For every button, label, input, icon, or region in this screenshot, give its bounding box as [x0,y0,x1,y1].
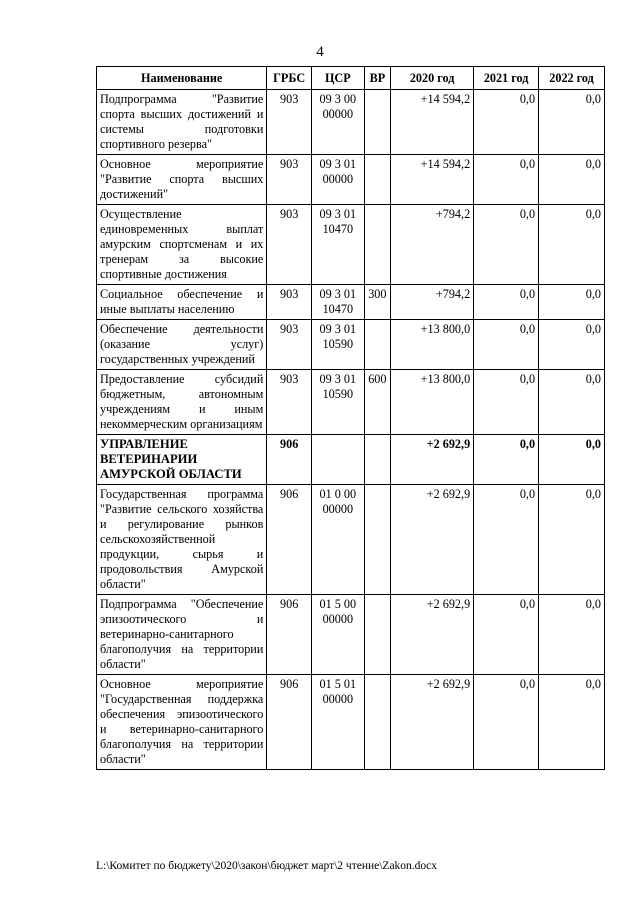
table-body [97,90,605,770]
cell-2020: +2 692,9 [391,595,474,675]
cell-2022: 0,0 [539,435,605,485]
cell-csr: 09 3 01 10590 [311,370,364,435]
cell-name: Социальное обеспечение и иные выплаты населению [97,285,267,320]
page-number: 4 [316,44,324,60]
cell-2020: +2 692,9 [391,435,474,485]
cell-2021: 0,0 [474,155,539,205]
cell-2021: 0,0 [474,205,539,285]
cell-csr: 09 3 01 00000 [311,155,364,205]
cell-2022: 0,0 [539,595,605,675]
cell-vr [364,155,390,205]
cell-2021: 0,0 [474,285,539,320]
cell-2020: +14 594,2 [391,155,474,205]
table-row [97,675,605,770]
cell-name: Предоставление субсидий бюджетным, автономным учреждениям и иным некоммерческим организациям [97,370,267,435]
cell-2020: +2 692,9 [391,485,474,595]
header-2022: 2022 год [539,67,605,90]
table-row [97,370,605,435]
cell-vr [364,485,390,595]
cell-csr: 09 3 01 10470 [311,285,364,320]
cell-2022: 0,0 [539,155,605,205]
cell-csr: 09 3 01 10470 [311,205,364,285]
cell-grbs: 903 [267,155,312,205]
cell-csr [311,435,364,485]
cell-vr [364,435,390,485]
cell-name: Осуществление единовременных выплат амурским спортсменам и их тренерам за высокие спортивные достижения [97,205,267,285]
cell-csr: 01 5 00 00000 [311,595,364,675]
cell-grbs: 906 [267,675,312,770]
cell-2020: +13 800,0 [391,370,474,435]
cell-vr [364,595,390,675]
cell-grbs: 903 [267,285,312,320]
table-row [97,205,605,285]
cell-2022: 0,0 [539,485,605,595]
cell-grbs: 903 [267,370,312,435]
cell-vr: 600 [364,370,390,435]
cell-vr [364,90,390,155]
cell-name: Государственная программа "Развитие сельского хозяйства и регулирование рынков сельскохозяйственной продукции, сырья и продовольствия Амурской области" [97,485,267,595]
table-header-row [97,67,605,90]
cell-2020: +14 594,2 [391,90,474,155]
table-row [97,595,605,675]
cell-2022: 0,0 [539,675,605,770]
cell-name: Подпрограмма "Развитие спорта высших достижений и системы подготовки спортивного резерва" [97,90,267,155]
header-vr: ВР [364,67,390,90]
cell-grbs: 903 [267,90,312,155]
cell-csr: 09 3 00 00000 [311,90,364,155]
cell-vr [364,320,390,370]
cell-csr: 01 0 00 00000 [311,485,364,595]
cell-2021: 0,0 [474,595,539,675]
cell-csr: 09 3 01 10590 [311,320,364,370]
cell-name: УПРАВЛЕНИЕ ВЕТЕРИНАРИИ АМУРСКОЙ ОБЛАСТИ [97,435,267,485]
cell-2021: 0,0 [474,485,539,595]
cell-grbs: 906 [267,485,312,595]
table-row [97,485,605,595]
cell-2020: +13 800,0 [391,320,474,370]
table-row [97,320,605,370]
cell-grbs: 903 [267,205,312,285]
header-csr: ЦСР [311,67,364,90]
budget-table [96,66,605,770]
cell-name: Подпрограмма "Обеспечение эпизоотического и ветеринарно-санитарного благополучия на территории области" [97,595,267,675]
cell-2022: 0,0 [539,90,605,155]
cell-name: Основное мероприятие "Государственная поддержка обеспечения эпизоотического и ветеринарно-санитарного благополучия на территории области" [97,675,267,770]
cell-grbs: 906 [267,435,312,485]
header-name: Наименование [97,67,267,90]
cell-name: Основное мероприятие "Развитие спорта высших достижений" [97,155,267,205]
cell-vr [364,205,390,285]
footer-file-path: L:\Комитет по бюджету\2020\закон\бюджет март\2 чтение\Zakon.docx [96,860,438,872]
table-row [97,155,605,205]
cell-2020: +794,2 [391,285,474,320]
cell-2021: 0,0 [474,320,539,370]
cell-2022: 0,0 [539,370,605,435]
header-2021: 2021 год [474,67,539,90]
cell-2020: +2 692,9 [391,675,474,770]
table-row [97,285,605,320]
cell-2021: 0,0 [474,435,539,485]
cell-2021: 0,0 [474,370,539,435]
header-2020: 2020 год [391,67,474,90]
cell-2020: +794,2 [391,205,474,285]
cell-2022: 0,0 [539,285,605,320]
table-row [97,435,605,485]
cell-2021: 0,0 [474,90,539,155]
cell-2022: 0,0 [539,320,605,370]
table-row [97,90,605,155]
cell-grbs: 906 [267,595,312,675]
header-grbs: ГРБС [267,67,312,90]
cell-name: Обеспечение деятельности (оказание услуг) государственных учреждений [97,320,267,370]
cell-grbs: 903 [267,320,312,370]
cell-vr [364,675,390,770]
cell-vr: 300 [364,285,390,320]
cell-csr: 01 5 01 00000 [311,675,364,770]
cell-2022: 0,0 [539,205,605,285]
cell-2021: 0,0 [474,675,539,770]
